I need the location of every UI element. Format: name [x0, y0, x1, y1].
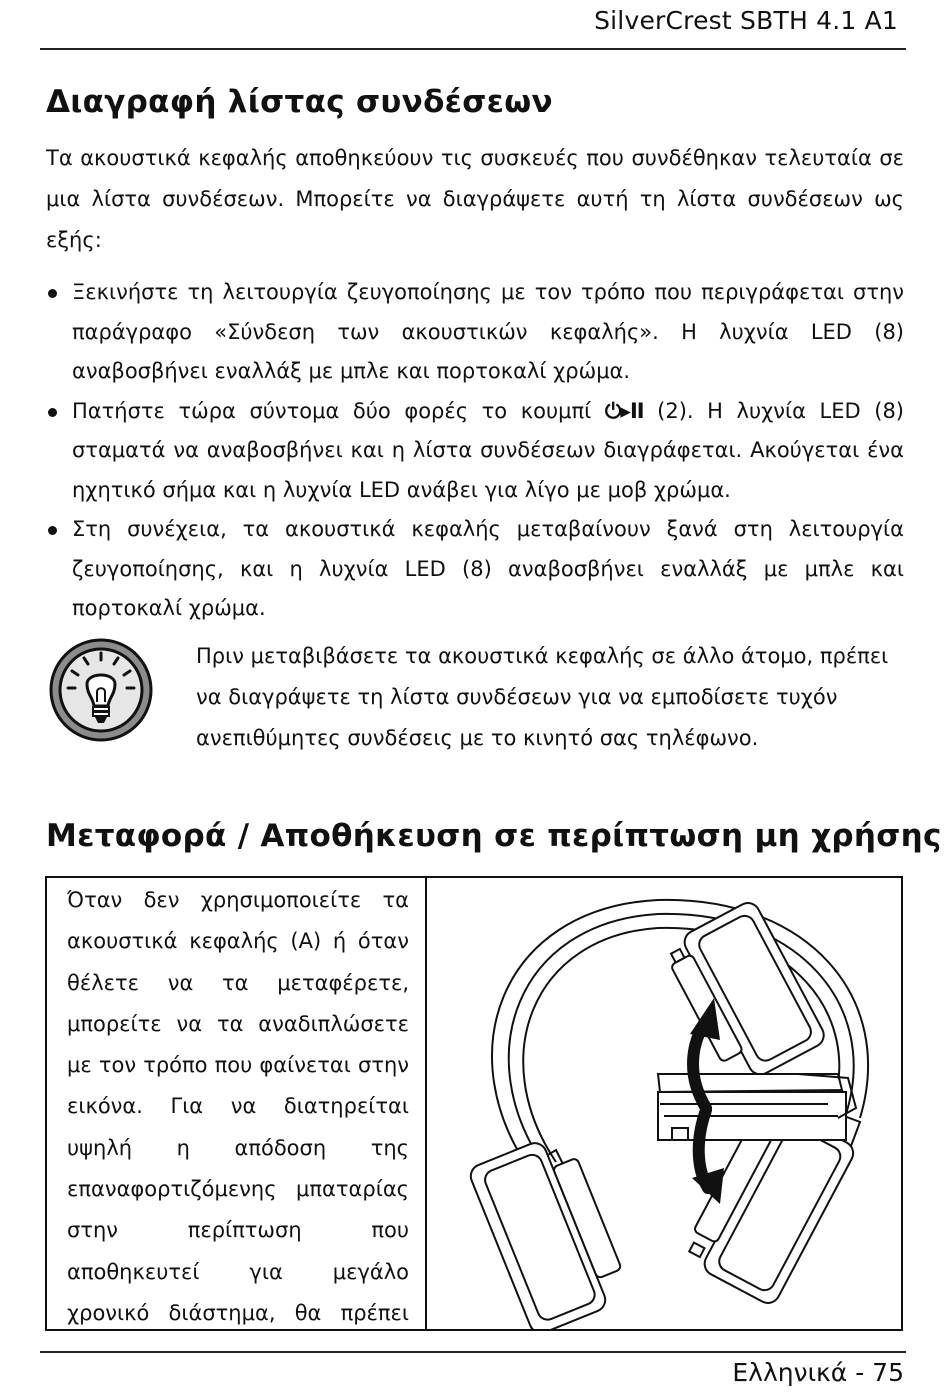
- page-footer: Ελληνικά - 75: [732, 1358, 904, 1387]
- list-item: Ξεκινήστε τη λειτουργία ζευγοποίησης με τον τρόπο που περιγράφεται στην παράγραφο «Σύνδεση των ακουστικών κεφαλής». Η λυχνία LED (8) αναβοσβήνει εναλλάξ με μπλε και πορτοκαλί χρώμα.: [46, 273, 904, 392]
- tip-text: Πριν μεταβιβάσετε τα ακουστικά κεφαλής σε άλλο άτομο, πρέπει να διαγράψετε τη λίστα συνδέσεων για να εμποδίσετε τυχόν ανεπιθύμητες συνδέσεις με το κινητό σας τηλέφωνο.: [196, 644, 889, 750]
- lightbulb-icon: [47, 636, 155, 744]
- footer-rule: [40, 1351, 906, 1353]
- transport-paragraph: Όταν δεν χρησιμοποιείτε τα ακουστικά κεφαλής (A) ή όταν θέλετε να τα μεταφέρετε, μπορείτε να τα αναδιπλώσετε με τον τρόπο που φαίνεται στην εικόνα. Για να διατηρείται υψηλή η απόδοση της επαναφορτιζόμενης μπαταρίας στην περίπτωση που αποθηκευτεί για μεγάλο χρονικό διάστημα, θα πρέπει: [67, 888, 409, 1325]
- intro-paragraph: Τα ακουστικά κεφαλής αποθηκεύουν τις συσκευές που συνδέθηκαν τελευταία σε μια λίστα συνδέσεων. Μπορείτε να διαγράψετε αυτή τη λίστα συνδέσεων ως εξής:: [46, 146, 904, 252]
- header-rule: [40, 48, 906, 50]
- list-item: [46, 392, 904, 511]
- running-header: SilverCrest SBTH 4.1 A1: [594, 6, 898, 35]
- instruction-list: [46, 273, 904, 629]
- section-heading-transport-storage: Μεταφορά / Αποθήκευση σε περίπτωση μη χρήσης: [46, 818, 942, 854]
- list-item-text: (2). Η λυχνία LED (8) σταματά να αναβοσβήνει και η λίστα συνδέσεων διαγράφεται. Ακούγεται ένα ηχητικό σήμα και η λυχνία LED ανάβει για λίγο με μοβ χρώμα.: [72, 398, 905, 502]
- list-item: Στη συνέχεια, τα ακουστικά κεφαλής μεταβαίνουν ξανά στη λειτουργία ζευγοποίησης, και η λυχνία LED (8) αναβοσβήνει εναλλάξ με μπλε και πορτοκαλί χρώμα.: [46, 510, 904, 629]
- list-item-text: Πατήστε τώρα σύντομα δύο φορές το κουμπί: [72, 398, 605, 423]
- box-divider: [425, 878, 427, 1329]
- power-play-pause-icon: ⏻▸II: [604, 398, 644, 423]
- transport-box: [45, 876, 903, 1331]
- section-heading-delete-list: Διαγραφή λίστας συνδέσεων: [46, 84, 553, 120]
- headphones-folding-illustration: [428, 878, 901, 1329]
